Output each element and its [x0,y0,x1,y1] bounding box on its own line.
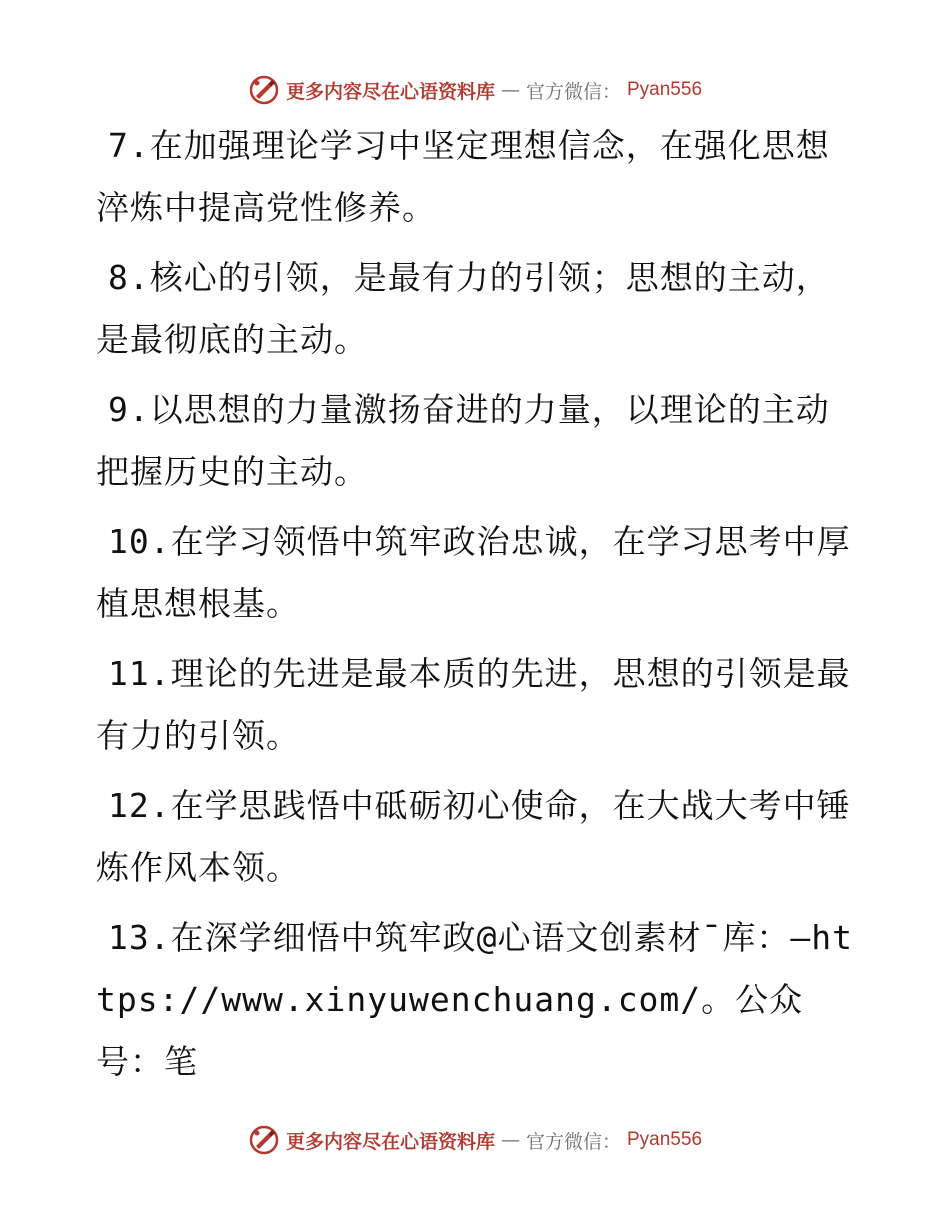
banner-wechat-id: Pyan556 [627,1129,703,1150]
banner-slogan: 更多内容尽在心语资料库 [285,1130,495,1153]
list-item: 9.以思想的力量激扬奋进的力量，以理论的主动把握历史的主动。 [96,390,830,491]
banner-separator: — [500,79,520,101]
list-item: 8.核心的引领，是最有力的引领；思想的主动，是最彻底的主动。 [96,258,830,359]
list-item: 12.在学思践悟中砥砺初心使命，在大战大考中锤炼作风本领。 [96,786,851,887]
banner-slogan: 更多内容尽在心语资料库 [285,80,495,103]
banner-wechat-label: 官方微信： [525,1130,621,1153]
list-item: 11.理论的先进是最本质的先进，思想的引领是最有力的引领。 [96,654,851,755]
list-item: 13.在深学细悟中筑牢政@心语文创素材¯库：—https://www.xinyuwenchuang.com/。公众号：笔 [96,918,853,1081]
footer-banner [0,1120,950,1160]
list-item: 10.在学习领悟中筑牢政治忠诚，在学习思考中厚植思想根基。 [96,522,851,623]
list-item: 7.在加强理论学习中坚定理想信念，在强化思想淬炼中提高党性修养。 [96,126,830,227]
banner-wechat-id: Pyan556 [627,79,703,100]
pen-logo-icon [248,74,280,106]
banner-wechat-label: 官方微信： [525,80,621,103]
pen-logo-icon [248,1124,280,1156]
banner-separator: — [500,1129,520,1151]
header-banner [0,70,950,110]
document-body [96,115,856,1101]
